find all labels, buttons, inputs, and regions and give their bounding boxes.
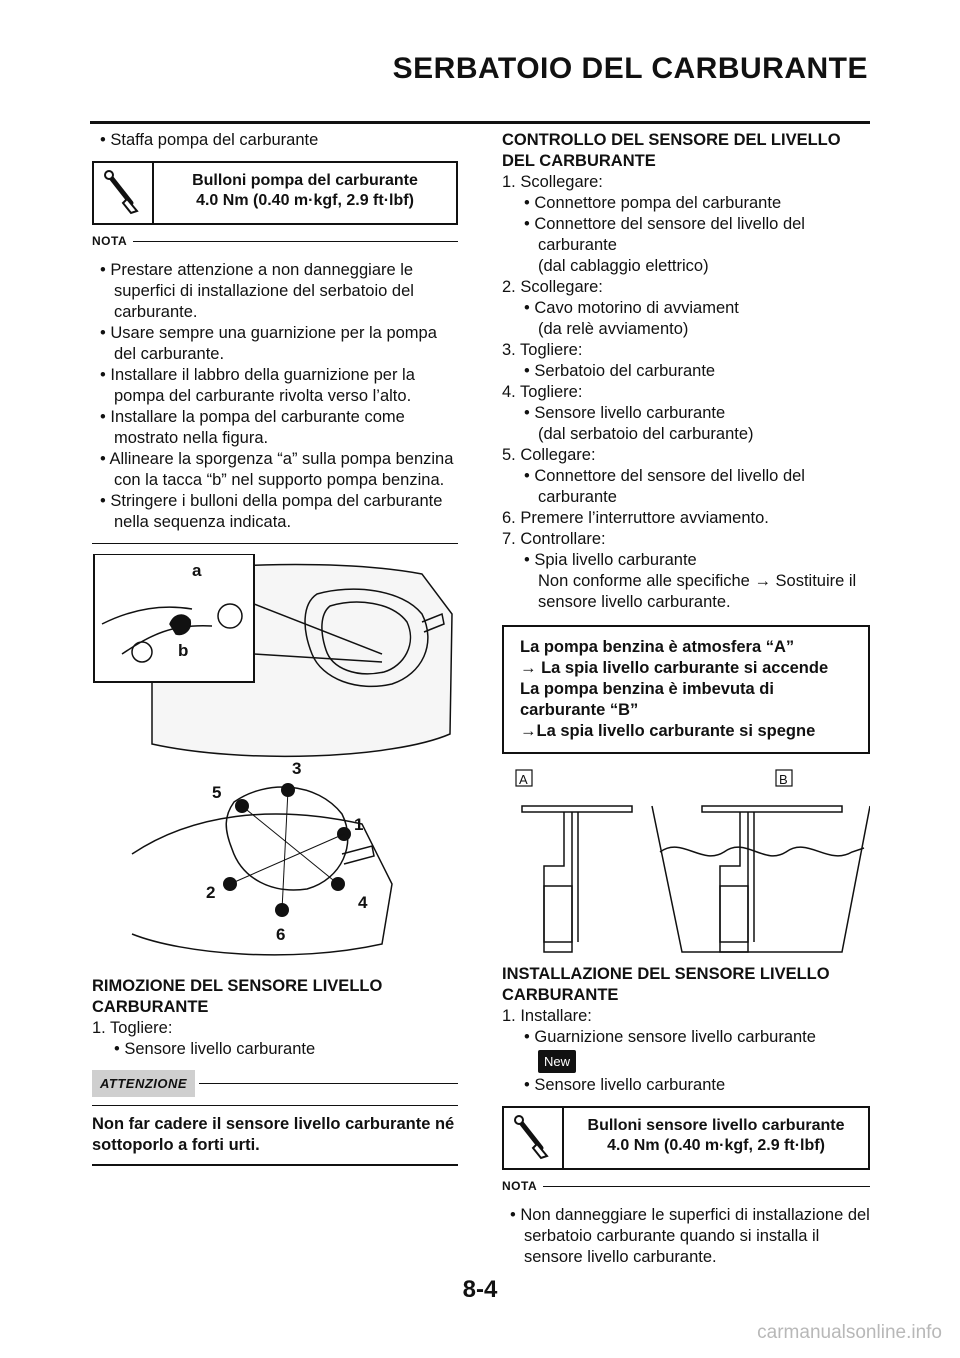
step: 6. Premere l’interruttore avviamento. bbox=[502, 509, 769, 527]
step-item: • Connettore del sensore del livello del carburante bbox=[502, 214, 870, 256]
label-A: A bbox=[519, 772, 528, 787]
attention-label: ATTENZIONE bbox=[92, 1070, 195, 1097]
step-item: • Connettore del sensore del livello del carburante bbox=[502, 466, 870, 508]
header-rule bbox=[90, 121, 870, 124]
install-step: 1. Installare: bbox=[502, 1007, 592, 1025]
torque-box-pump bbox=[92, 161, 458, 225]
label-5: 5 bbox=[212, 783, 222, 802]
step: 4. Togliere: bbox=[502, 383, 583, 401]
note-item: • Stringere i bulloni della pompa del carburante nella sequenza indicata. bbox=[92, 491, 458, 533]
install-heading: INSTALLAZIONE DEL SENSORE LIVELLO CARBURANTE bbox=[502, 965, 830, 1004]
note-item: • Usare sempre una guarnizione per la pompa del carburante. bbox=[92, 323, 458, 365]
note-item: • Installare il labbro della guarnizione per la pompa del carburante rivolta verso l’alto. bbox=[92, 365, 458, 407]
step-item: • Cavo motorino di avviament bbox=[502, 298, 870, 319]
step-item: • Connettore pompa del carburante bbox=[502, 193, 870, 214]
step-note: (dal serbatoio del carburante) bbox=[538, 425, 754, 443]
label-a: a bbox=[192, 561, 202, 580]
torque-wrench-icon bbox=[94, 163, 154, 223]
note-item: • Non danneggiare le superfici di installazione del serbatoio carburante quando si installa il sensore livello carburante. bbox=[502, 1205, 870, 1268]
sensor-figure bbox=[502, 766, 870, 962]
label-2: 2 bbox=[206, 883, 216, 902]
nota-header bbox=[502, 1176, 870, 1197]
step-note: Non conforme alle specifiche → Sostituire il sensore livello carburante. bbox=[538, 572, 857, 611]
torque-value: 4.0 Nm (0.40 m·kgf, 2.9 ft·lbf) bbox=[196, 192, 414, 209]
note-item: • Allineare la sporgenza “a” sulla pompa benzina con la tacca “b” nel supporto pompa benzina. bbox=[92, 449, 458, 491]
torque-box-sensor bbox=[502, 1106, 870, 1170]
intro-item: • Staffa pompa del carburante bbox=[92, 130, 458, 151]
step-note: (da relè avviamento) bbox=[538, 320, 689, 338]
torque-wrench-icon bbox=[504, 1108, 564, 1168]
attention-header bbox=[92, 1070, 458, 1097]
spec-line: La pompa benzina è imbevuta di carburante “B” bbox=[520, 680, 774, 719]
page-number: 8-4 bbox=[462, 1276, 498, 1303]
label-b: b bbox=[178, 641, 189, 660]
watermark: carmanualsonline.info bbox=[757, 1322, 942, 1343]
step: 7. Controllare: bbox=[502, 530, 606, 548]
step: 2. Scollegare: bbox=[502, 278, 603, 296]
label-B: B bbox=[779, 772, 788, 787]
step: 3. Togliere: bbox=[502, 341, 583, 359]
removal-heading: RIMOZIONE DEL SENSORE LIVELLO CARBURANTE bbox=[92, 977, 383, 1016]
torque-value: 4.0 Nm (0.40 m·kgf, 2.9 ft·lbf) bbox=[607, 1137, 825, 1154]
check-heading: CONTROLLO DEL SENSORE DEL LIVELLO DEL CARBURANTE bbox=[502, 131, 841, 170]
torque-name: Bulloni sensore livello carburante bbox=[587, 1117, 845, 1134]
right-column bbox=[502, 130, 870, 1268]
step-item: • Spia livello carburante bbox=[502, 550, 870, 571]
label-3: 3 bbox=[292, 759, 302, 778]
step: 1. Scollegare: bbox=[502, 173, 603, 191]
removal-item: • Sensore livello carburante bbox=[92, 1039, 458, 1060]
step-item: • Serbatoio del carburante bbox=[502, 361, 870, 382]
note-item: • Installare la pompa del carburante come mostrato nella figura. bbox=[92, 407, 458, 449]
nota-label: NOTA bbox=[502, 1179, 538, 1193]
note-item: • Prestare attenzione a non danneggiare le superfici di installazione del serbatoio del carburante. bbox=[92, 260, 458, 323]
spec-box bbox=[502, 625, 870, 754]
step-item: • Sensore livello carburante bbox=[502, 403, 870, 424]
spec-line: La pompa benzina è atmosfera “A” bbox=[520, 638, 795, 656]
step-note: (dal cablaggio elettrico) bbox=[538, 257, 709, 275]
nota-label: NOTA bbox=[92, 234, 128, 248]
install-item: • Guarnizione sensore livello carburante bbox=[502, 1027, 870, 1048]
install-item: • Sensore livello carburante bbox=[502, 1075, 870, 1096]
nota-header bbox=[92, 231, 458, 252]
nota-end-rule bbox=[92, 543, 458, 544]
removal-step: 1. Togliere: bbox=[92, 1019, 173, 1037]
spec-line: → La spia livello carburante si accende bbox=[520, 659, 829, 677]
pump-figure bbox=[92, 554, 458, 972]
page-title: SERBATOIO DEL CARBURANTE bbox=[392, 52, 868, 85]
spec-line: →La spia livello carburante si spegne bbox=[520, 722, 816, 740]
attention-text: Non far cadere il sensore livello carburante né sottoporlo a forti urti. bbox=[92, 1105, 458, 1166]
sensor-illustration bbox=[502, 766, 870, 962]
step: 5. Collegare: bbox=[502, 446, 596, 464]
label-6: 6 bbox=[276, 925, 286, 944]
torque-name: Bulloni pompa del carburante bbox=[192, 172, 418, 189]
left-column bbox=[92, 130, 458, 1166]
label-4: 4 bbox=[358, 893, 368, 912]
label-1: 1 bbox=[354, 815, 364, 834]
pump-illustration bbox=[92, 554, 458, 972]
new-badge: New bbox=[538, 1050, 576, 1073]
